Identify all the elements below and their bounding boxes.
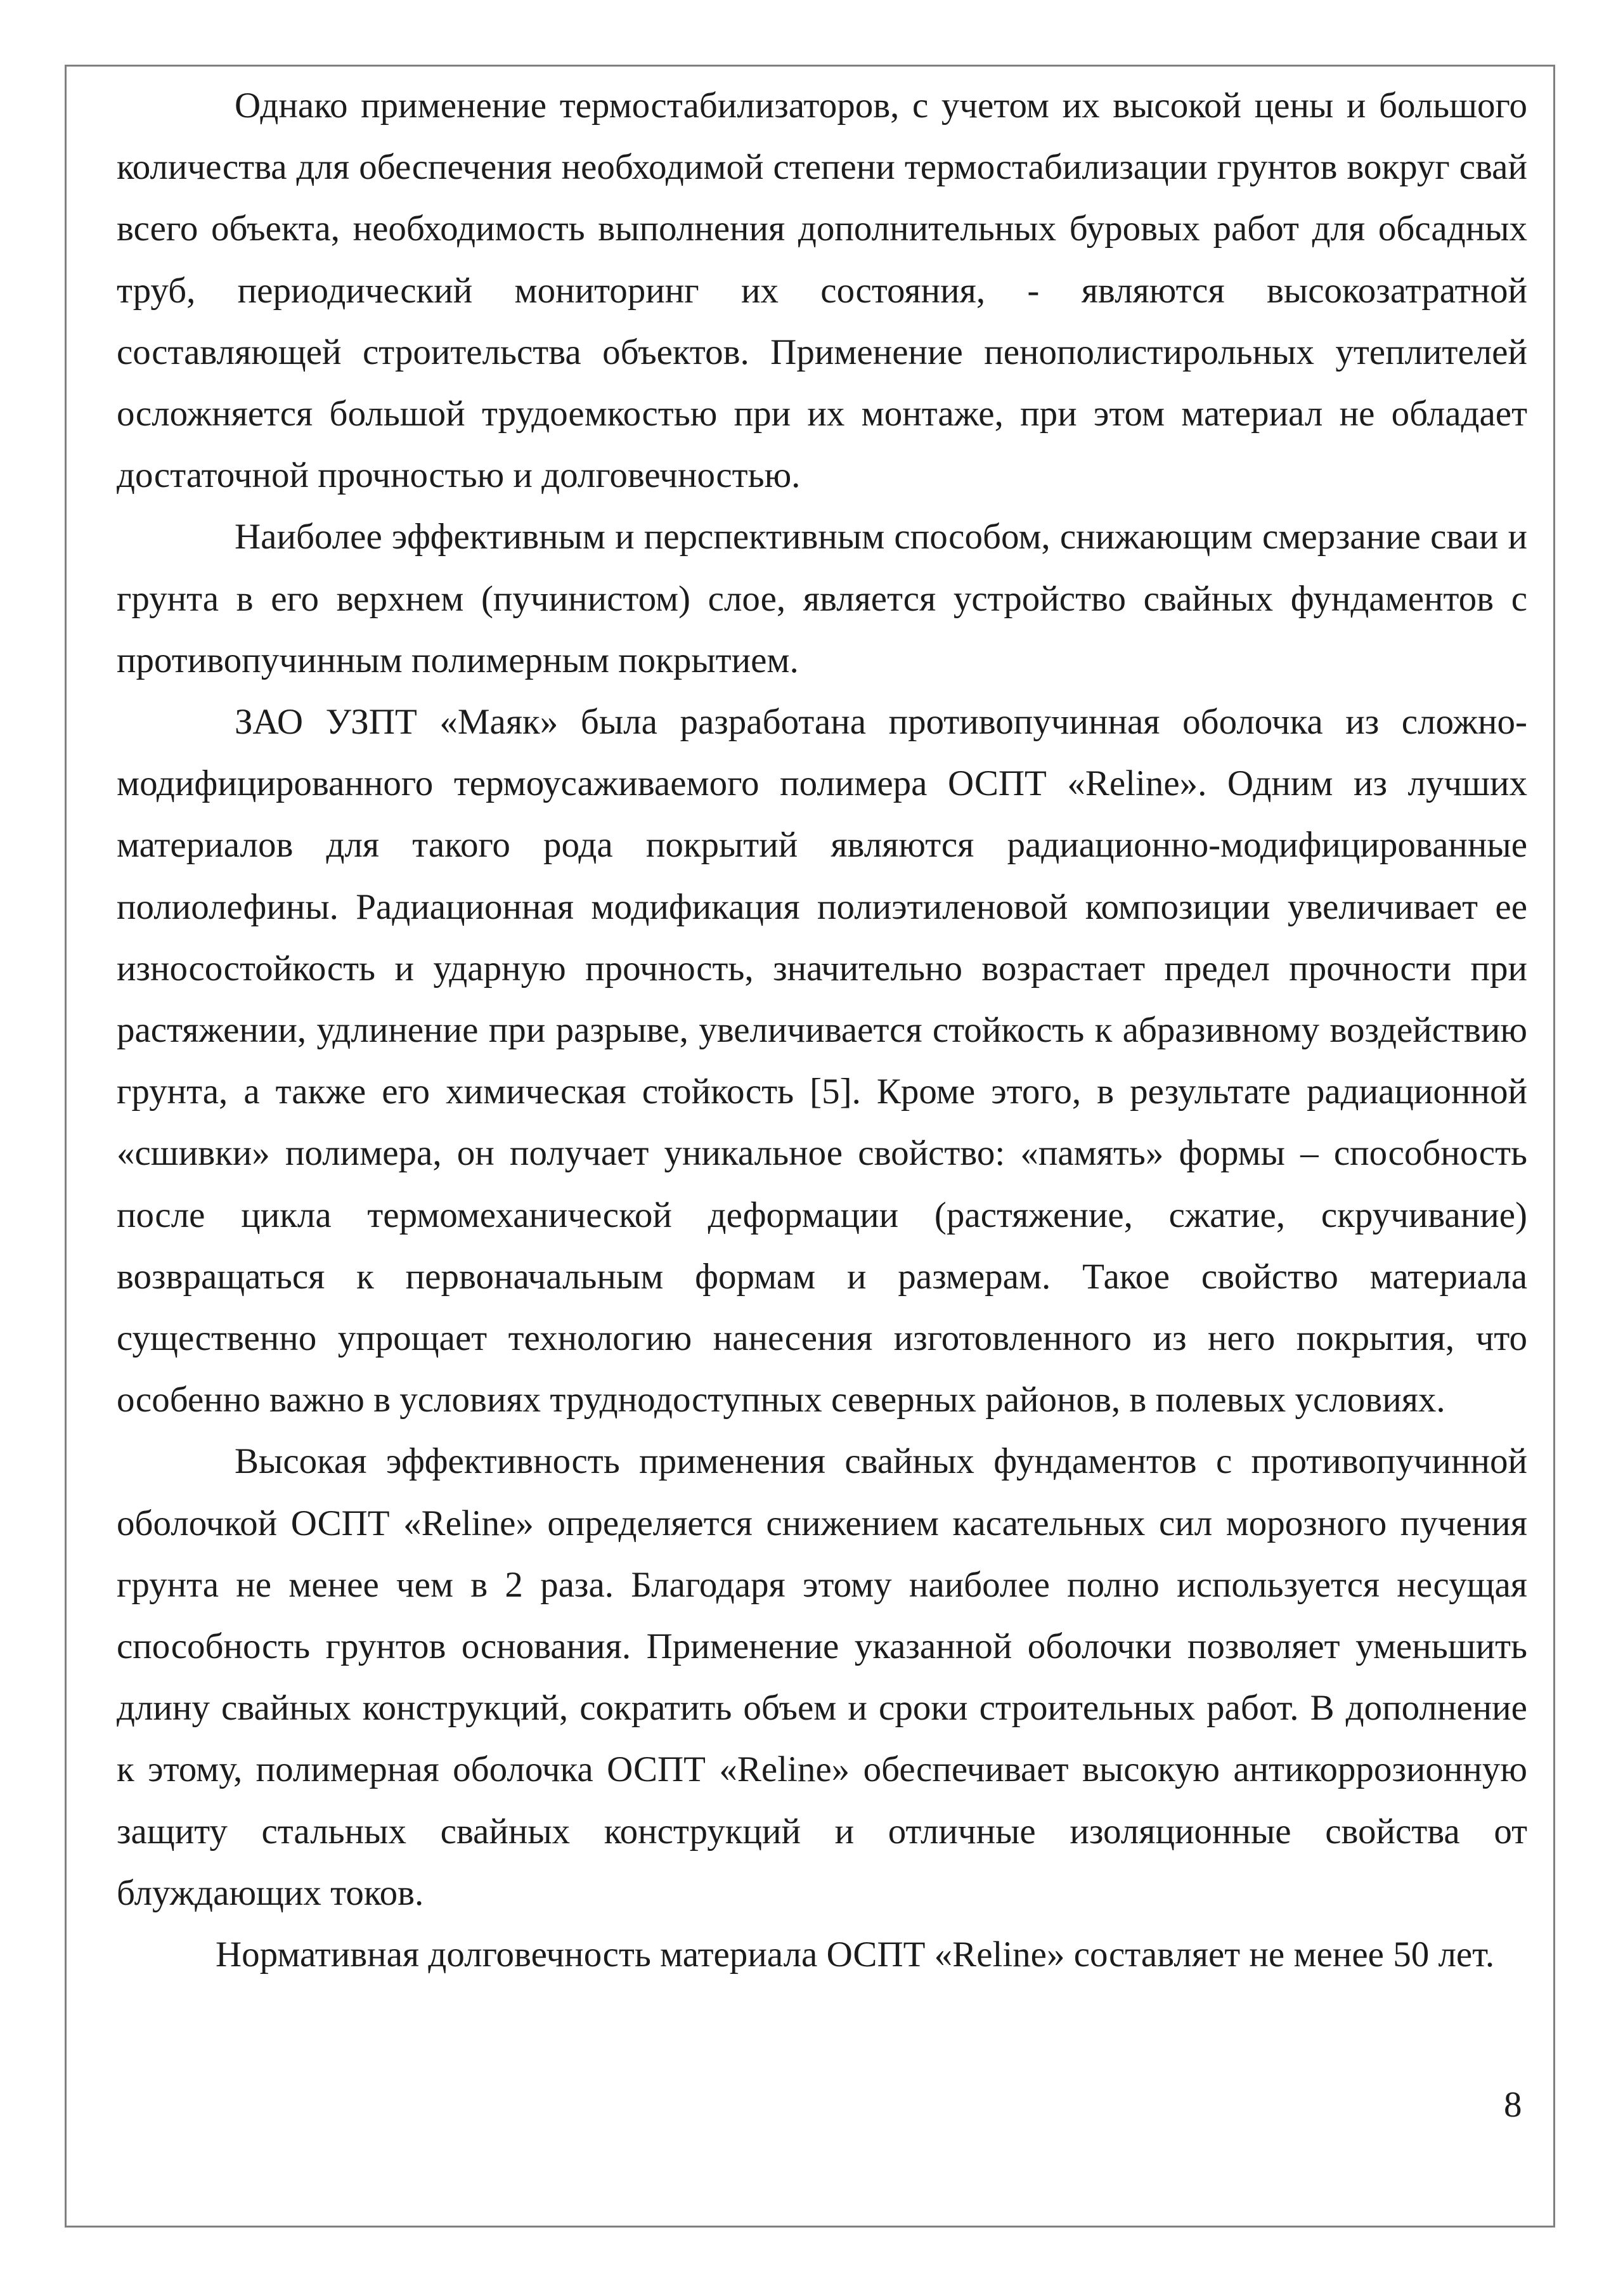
paragraph: Однако применение термостабилизаторов, с учетом их высокой цены и большого количества для обеспечения необходимой степени термостабилизации грунтов вокруг свай всего объекта, необходимость выполнения дополнительных буровых работ для обсадных труб, периодический мониторинг их состояния, - являются высокозатратной составляющей строительства объектов. Применение пенополистирольных утеплителей осложняется большой трудоемкостью при их монтаже, при этом материал не обладает достаточной прочностью и долговечностью. [117, 86, 1527, 496]
page-number: 8 [1504, 2085, 1522, 2125]
document-body [117, 75, 1527, 1985]
paragraph: Наиболее эффективным и перспективным способом, снижающим смерзание сваи и грунта в его верхнем (пучинистом) слое, является устройство свайных фундаментов с противопучинным полимерным покрытием. [117, 517, 1527, 680]
paragraph: Нормативная долговечность материала ОСПТ «Reline» составляет не менее 50 лет. [216, 1935, 1495, 1975]
paragraph: ЗАО УЗПТ «Маяк» была разработана противопучинная оболочка из сложно-модифицированного термоусаживаемого полимера ОСПТ «Reline». Одним из лучших материалов для такого рода покрытий являются радиационно-модифицированные полиолефины. Радиационная модификация полиэтиленовой композиции увеличивает ее износостойкость и ударную прочность, значительно возрастает предел прочности при растяжении, удлинение при разрыве, увеличивается стойкость к абразивному воздействию грунта, а также его химическая стойкость [5]. Кроме этого, в результате радиационной «сшивки» полимера, он получает уникальное свойство: «память» формы – способность после цикла термомеханической деформации (растяжение, сжатие, скручивание) возвращаться к первоначальным формам и размерам. Такое свойство материала существенно упрощает технологию нанесения изготовленного из него покрытия, что особенно важно в условиях труднодоступных северных районов, в полевых условиях. [117, 702, 1527, 1420]
paragraph: Высокая эффективность применения свайных фундаментов с противопучинной оболочкой ОСПТ «Reline» определяется снижением касательных сил морозного пучения грунта не менее чем в 2 раза. Благодаря этому наиболее полно используется несущая способность грунтов основания. Применение указанной оболочки позволяет уменьшить длину свайных конструкций, сократить объем и сроки строительных работ. В дополнение к этому, полимерная оболочка ОСПТ «Reline» обеспечивает высокую антикоррозионную защиту стальных свайных конструкций и отличные изоляционные свойства от блуждающих токов. [117, 1441, 1527, 1913]
